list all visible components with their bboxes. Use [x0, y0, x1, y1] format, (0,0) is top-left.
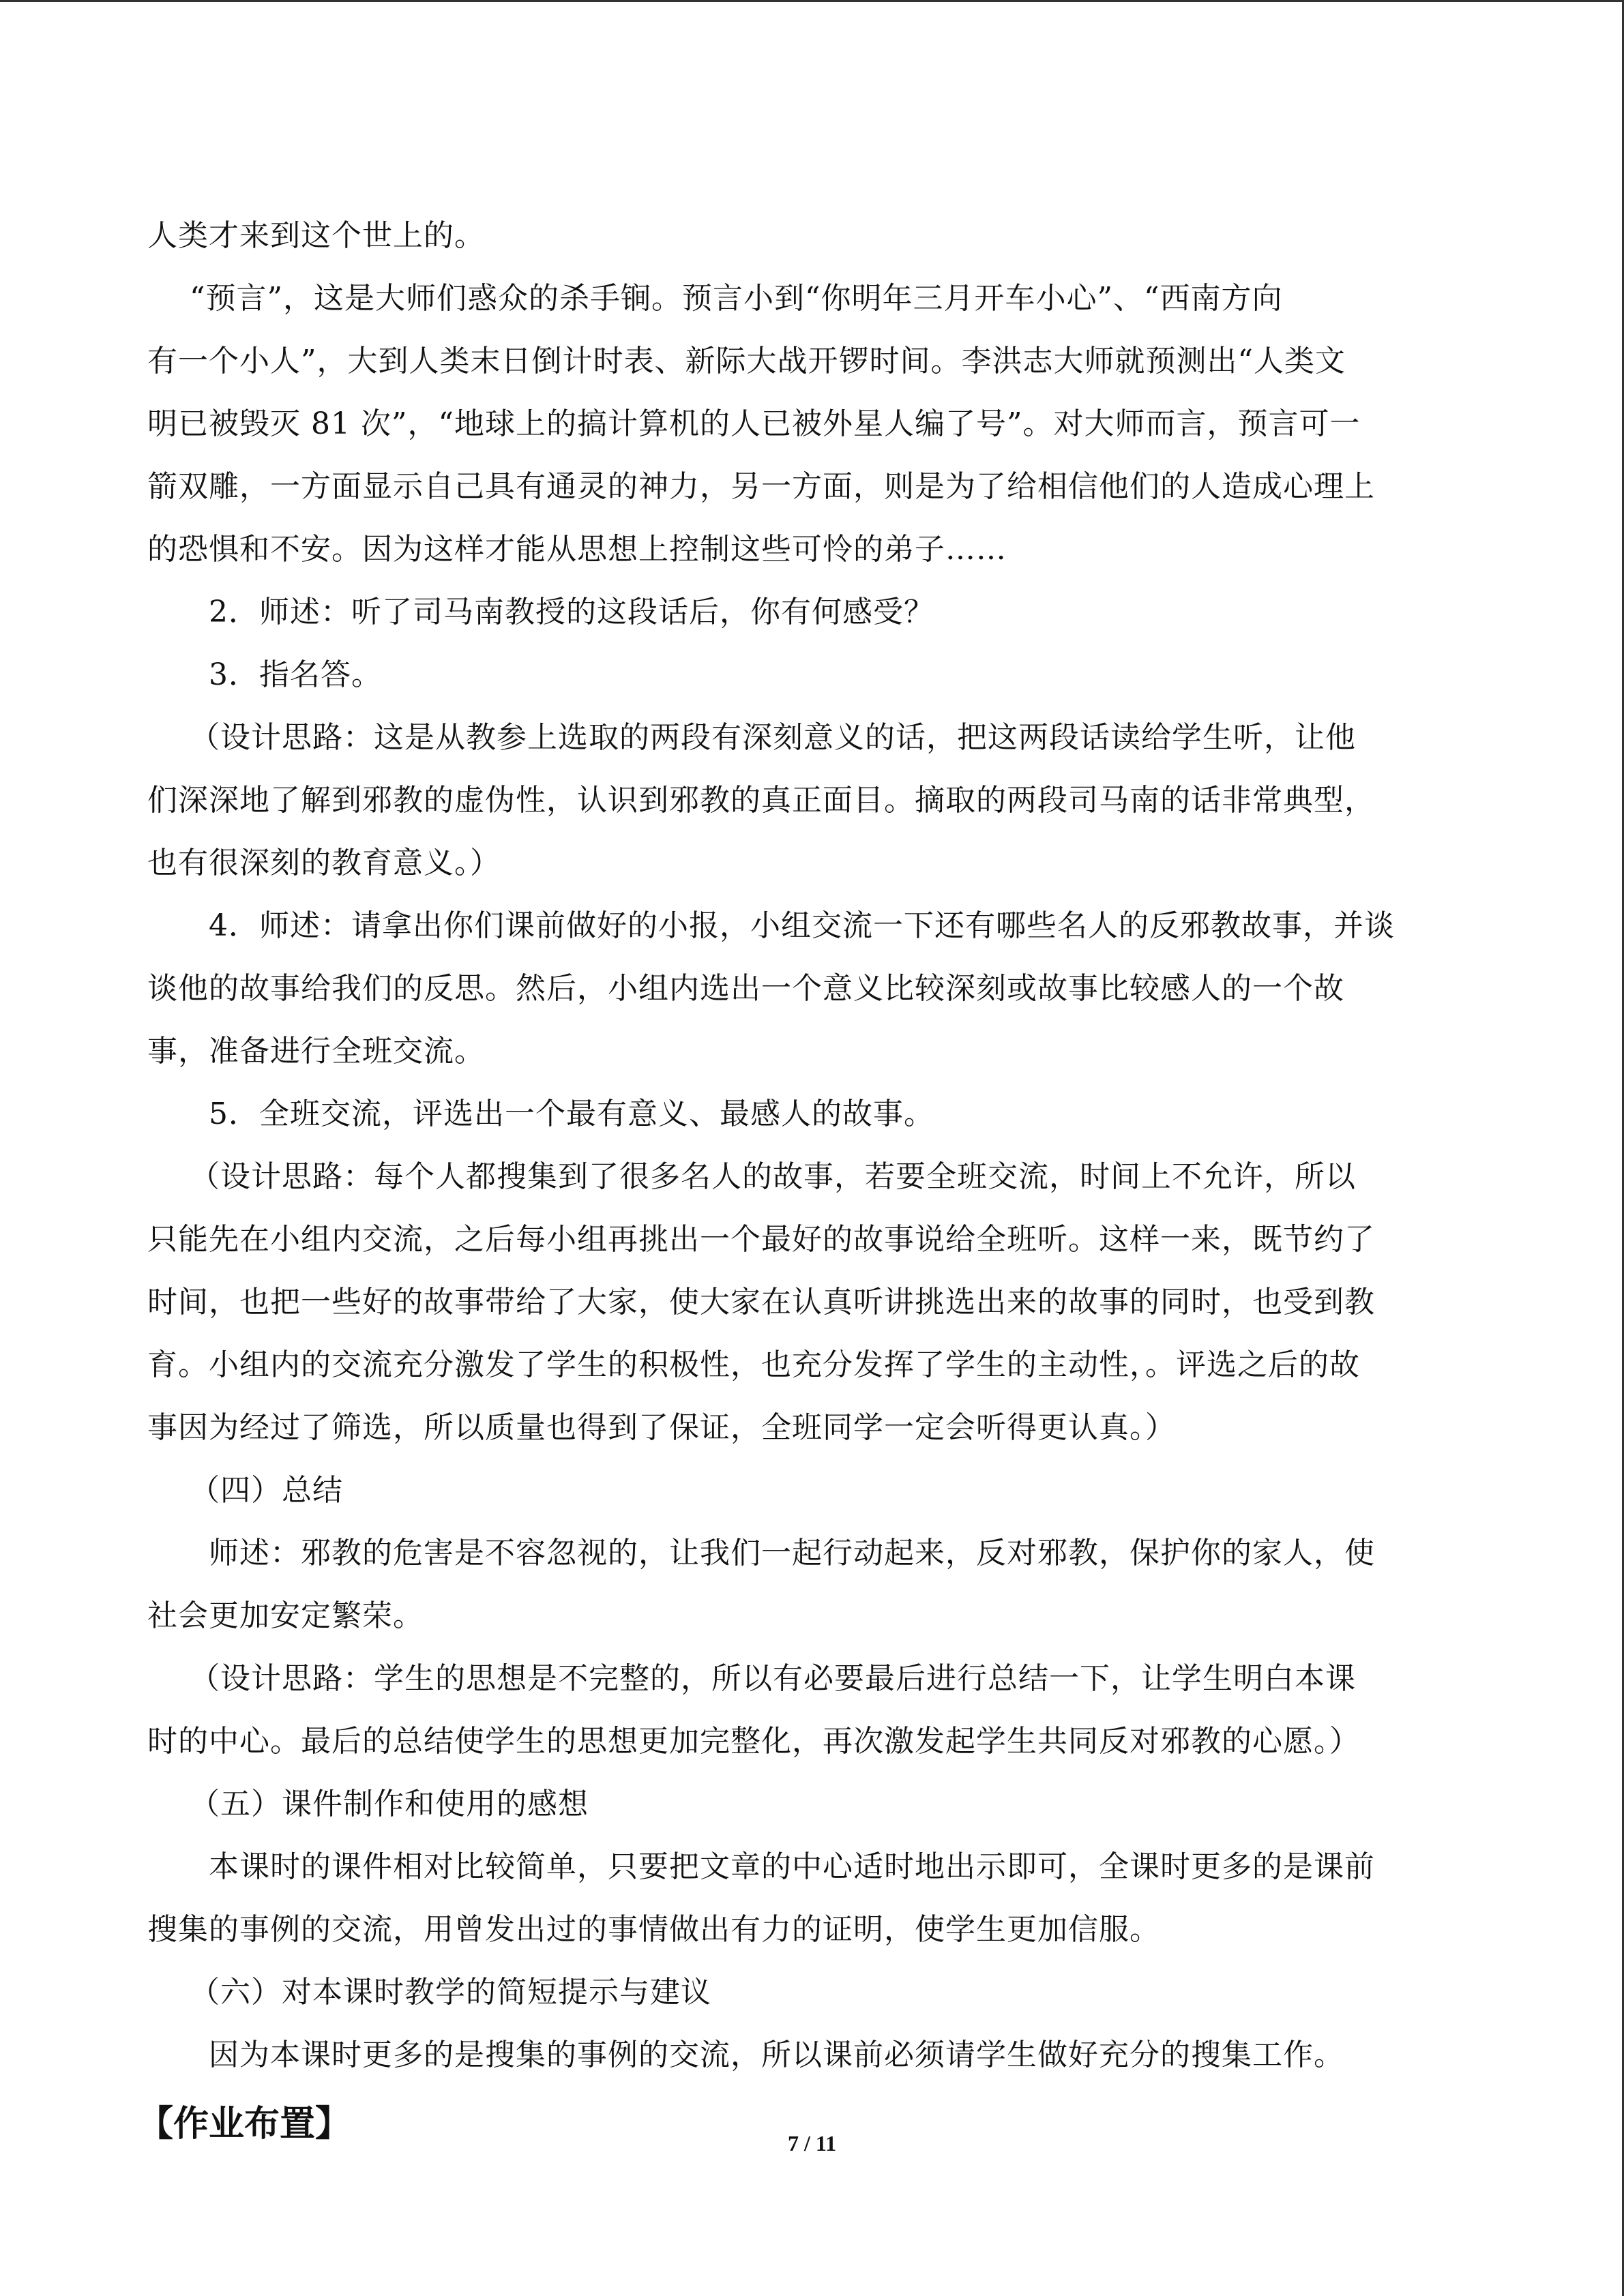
- text-line: 本课时的课件相对比较简单，只要把文章的中心适时地出示即可，全课时更多的是课前: [209, 1849, 1375, 1884]
- text-line: 育。小组内的交流充分激发了学生的积极性，也充分发挥了学生的主动性，。评选之后的故: [147, 1347, 1360, 1382]
- paragraph: [147, 895, 1484, 1083]
- section-subheading: （五）课件制作和使用的感想: [190, 1787, 589, 1821]
- text-line: 4．师述：请拿出你们课前做好的小报，小组交流一下还有哪些名人的反邪教故事，并谈: [209, 908, 1395, 943]
- text-line: 人类才来到这个世上的。: [147, 218, 485, 253]
- text-line: 因为本课时更多的是搜集的事例的交流，所以课前必须请学生做好充分的搜集工作。: [209, 2038, 1344, 2072]
- paragraph: [147, 644, 1484, 706]
- section-heading: 【作业布置】: [138, 2104, 351, 2145]
- page-number: 7 / 11: [787, 2131, 837, 2156]
- text-line: 们深深地了解到邪教的虚伪性，认识到邪教的真正面目。摘取的两段司马南的话非常典型，: [147, 783, 1375, 818]
- text-line: 有一个小人”，大到人类末日倒计时表、新际大战开锣时间。李洪志大师就预测出“人类文: [147, 344, 1346, 378]
- top-border: [0, 0, 1624, 2]
- text-line: 搜集的事例的交流，用曾发出过的事情做出有力的证明，使学生更加信服。: [147, 1912, 1160, 1947]
- text-line: 事因为经过了筛选，所以质量也得到了保证，全班同学一定会听得更认真。）: [147, 1410, 1176, 1445]
- paragraph: [147, 2024, 1484, 2087]
- paragraph: [147, 1459, 1484, 1522]
- text-line: 箭双雕，一方面显示自己具有通灵的神力，另一方面，则是为了给相信他们的人造成心理上: [147, 469, 1375, 504]
- text-line: （设计思路：每个人都搜集到了很多名人的故事，若要全班交流，时间上不允许，所以: [190, 1159, 1356, 1194]
- paragraph: [147, 1522, 1484, 1648]
- paragraph: [147, 1083, 1484, 1146]
- paragraph: [147, 1961, 1484, 2024]
- text-line: 时间，也把一些好的故事带给了大家，使大家在认真听讲挑选出来的故事的同时，也受到教: [147, 1285, 1375, 1320]
- paragraph: [147, 267, 1484, 581]
- paragraph: [147, 1146, 1484, 1459]
- body-text: [138, 205, 1484, 2162]
- text-line: 谈他的故事给我们的反思。然后，小组内选出一个意义比较深刻或故事比较感人的一个故: [147, 971, 1344, 1006]
- text-line: 事，准备进行全班交流。: [147, 1034, 485, 1069]
- paragraph: [147, 1836, 1484, 1961]
- text-line: 2．师述：听了司马南教授的这段话后，你有何感受？: [209, 595, 934, 629]
- paragraph: [147, 706, 1484, 895]
- text-line: （设计思路：学生的思想是不完整的，所以有必要最后进行总结一下，让学生明白本课: [190, 1661, 1356, 1696]
- paragraph: [147, 205, 1484, 267]
- text-line: 社会更加安定繁荣。: [147, 1598, 424, 1633]
- text-line: 3．指名答。: [209, 657, 382, 692]
- text-line: 也有很深刻的教育意义。）: [147, 846, 501, 880]
- text-line: 5．全班交流，评选出一个最有意义、最感人的故事。: [209, 1097, 934, 1131]
- text-line: 明已被毁灭 81 次”，“地球上的搞计算机的人已被外星人编了号”。对大师而言，预言可一: [147, 406, 1361, 441]
- paragraph: [147, 581, 1484, 644]
- text-line: 的恐惧和不安。因为这样才能从思想上控制这些可怜的弟子……: [147, 532, 1007, 567]
- section-subheading: （六）对本课时教学的简短提示与建议: [190, 1975, 711, 2010]
- section-subheading: （四）总结: [190, 1473, 343, 1508]
- text-line: 师述：邪教的危害是不容忽视的，让我们一起行动起来，反对邪教，保护你的家人，使: [209, 1536, 1375, 1570]
- text-line: “预言”，这是大师们惑众的杀手锏。预言小到“你明年三月开车小心”、“西南方向: [190, 281, 1283, 316]
- text-line: （设计思路：这是从教参上选取的两段有深刻意义的话，把这两段话读给学生听，让他: [190, 720, 1356, 755]
- paragraph: [147, 1773, 1484, 1836]
- text-line: 只能先在小组内交流，之后每小组再挑出一个最好的故事说给全班听。这样一来，既节约了: [147, 1222, 1375, 1257]
- paragraph: [147, 1648, 1484, 1773]
- text-line: 时的中心。最后的总结使学生的思想更加完整化，再次激发起学生共同反对邪教的心愿。）: [147, 1724, 1360, 1759]
